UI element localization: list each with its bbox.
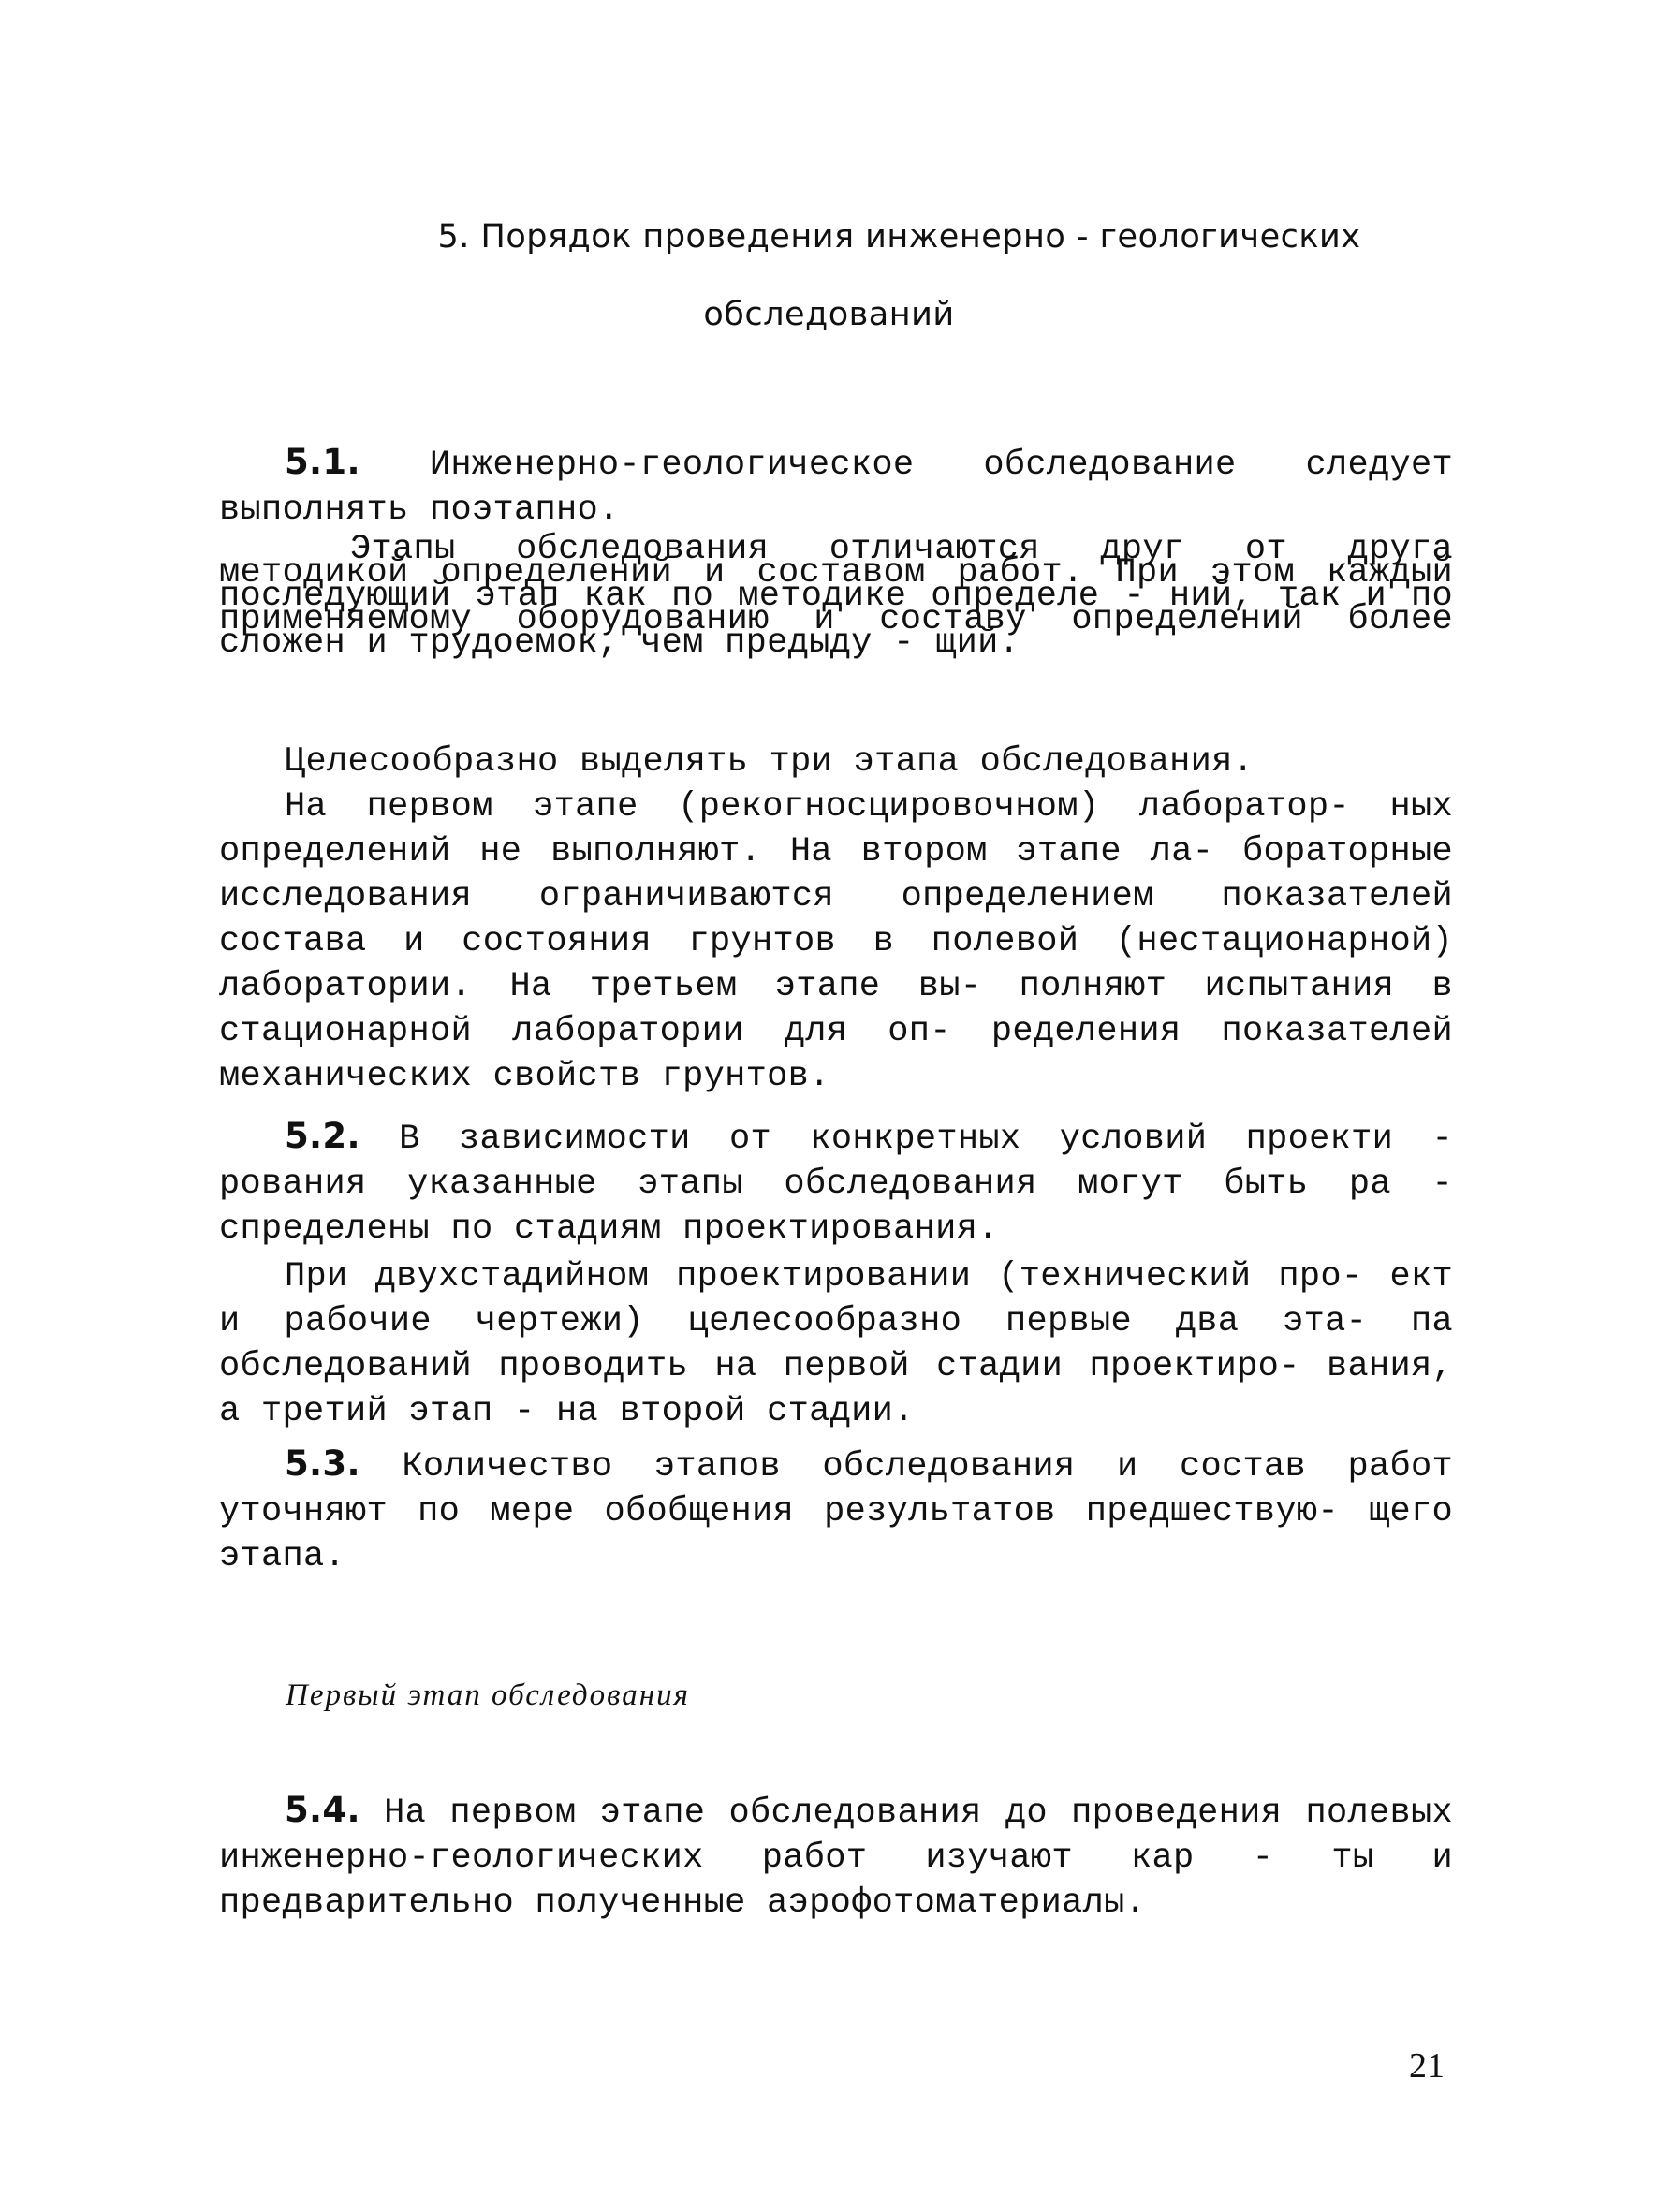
clause-number-5-2: 5.2.: [285, 1116, 360, 1156]
paragraph-stages-detail: [219, 784, 1453, 1099]
subheading-first-stage: Первый этап обследования: [286, 1678, 690, 1712]
paragraph-5-1: [219, 440, 1453, 533]
clause-number-5-4: 5.4.: [285, 1790, 360, 1830]
paragraph-5-2-text: В зависимости от конкретных условий проекти - рования указанные этапы обследования могут быть ра - спределены по стадиям проектирования.: [219, 1120, 1453, 1249]
paragraph-5-1-text: Инженерно-геологическое обследование следует выполнять поэтапно.: [219, 446, 1453, 530]
paragraph-stages-differ-text: Этапы обследования отличаются друг от друга методикой определений и составом работ. При этом каждый последующий этап как по методике определе - ний, так и по применяемому оборудованию и составу определений более сложен и трудоемок, чем предыду - щий.: [219, 530, 1453, 663]
paragraph-5-3: [219, 1442, 1453, 1579]
paragraph-three-stages-text: Целесообразно выделять три этапа обследования.: [285, 742, 1255, 782]
paragraph-stages-differ: [219, 530, 1453, 663]
section-heading-line1: 5. Порядок проведения инженерно - геологических: [437, 218, 1361, 256]
paragraph-stages-detail-text: На первом этапе (рекогносцировочном) лаборатор- ных определений не выполняют. На втором этапе ла- бораторные исследования ограничиваются определением показателей состава и состояния грунтов в полевой (нестационарной) лаборатории. На третьем этапе вы- полняют испытания в стационарной лаборатории для оп- ределения показателей механических свойств грунтов.: [219, 787, 1453, 1096]
page-number: 21: [1409, 2046, 1445, 2086]
paragraph-two-stage-design: [219, 1254, 1453, 1434]
section-heading-line2: обследований: [703, 296, 955, 333]
paragraph-5-4-text: На первом этапе обследования до проведения полевых инженерно-геологических работ изучают кар - ты и предварительно полученные аэрофотоматериалы.: [219, 1794, 1453, 1923]
paragraph-three-stages: [219, 740, 1453, 784]
clause-number-5-1: 5.1.: [285, 442, 360, 482]
paragraph-5-2: [219, 1114, 1453, 1252]
paragraph-5-3-text: Количество этапов обследования и состав работ уточняют по мере обобщения результатов предшествую- щего этапа.: [219, 1447, 1453, 1576]
paragraph-two-stage-design-text: При двухстадийном проектировании (технический про- ект и рабочие чертежи) целесообразно первые два эта- па обследований проводить на первой стадии проектиро- вания, а третий этап - на второй стадии.: [219, 1257, 1453, 1431]
paragraph-5-4: [219, 1788, 1453, 1926]
clause-number-5-3: 5.3.: [285, 1443, 360, 1484]
